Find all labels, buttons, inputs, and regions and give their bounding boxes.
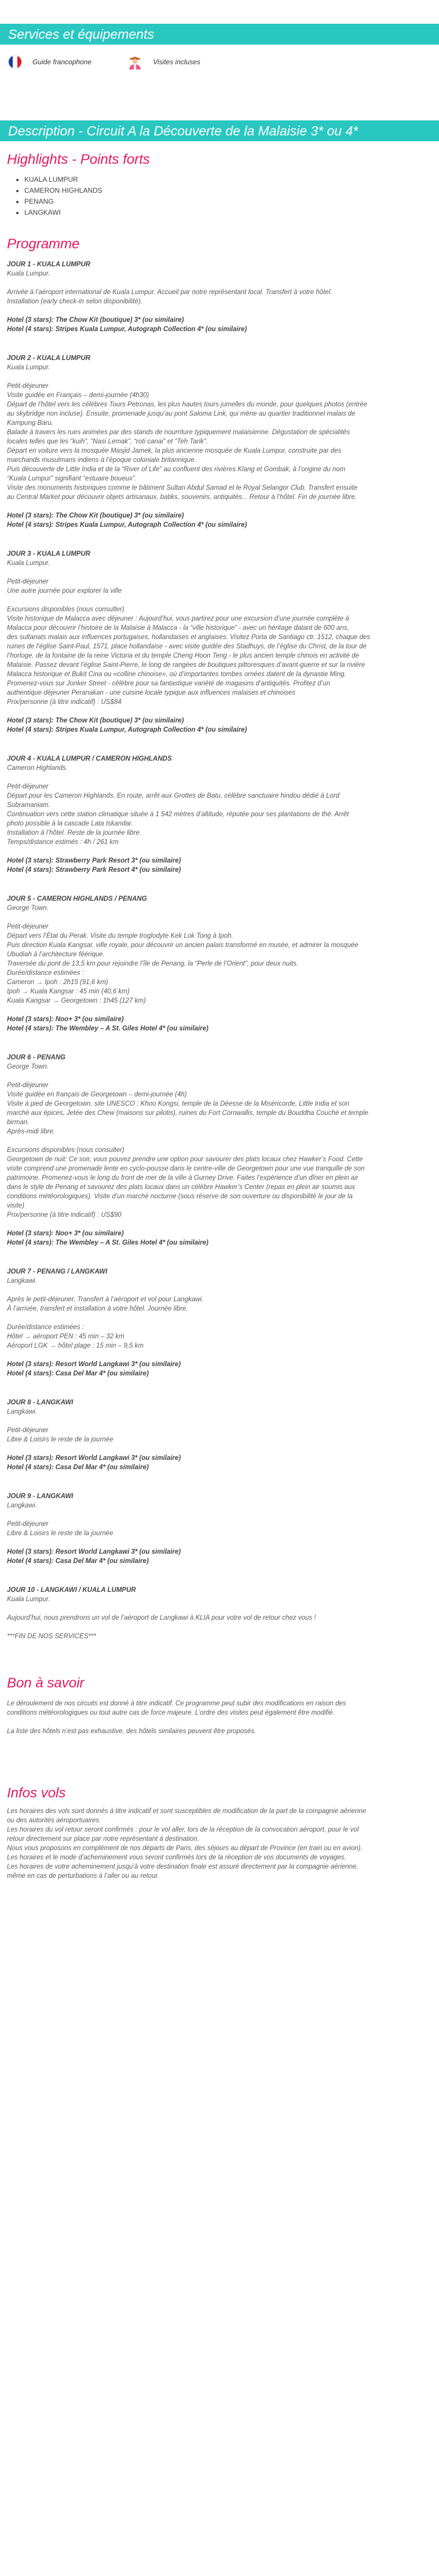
day-text-line [7, 502, 425, 511]
day-text-line [7, 847, 425, 856]
infos-vols-line: Les horaires et le mode d’acheminement vous seront confirmés lors de la réception de vos documents de voyages. [7, 1854, 346, 1861]
day-text-line: Cameron Highlands. [7, 765, 68, 772]
hotel-line: Hotel (3 stars): Noo+ 3* (ou similaire) [7, 1016, 124, 1023]
hotel-line: Hotel (4 stars): Strawberry Park Resort 4* (ou similaire) [7, 867, 181, 874]
day-text-line: ruines de l’église Saint-Paul, 1571, place hollandaise - avec visite guidée des Stadhuys, de l’église du Christ, de la tour de [7, 643, 367, 650]
day-text-line: visite) [7, 1202, 25, 1209]
day-text-line: Visite à pied de Georgetown, site UNESCO : Khoo Kongsi, temple de la Déesse de la Miséricorde, Little India et son [7, 1100, 350, 1107]
infos-vols-line: retour directement sur place par notre représentant à destination. [7, 1836, 199, 1843]
day-text-line: Départ de l’hôtel vers les célèbres Tours Petronas, les plus hautes tours jumelles du monde, pour quelques photos (entrée [7, 401, 368, 408]
service-label: Guide francophone [32, 58, 92, 66]
day-text-line: Petit-déjeuner [7, 383, 49, 390]
day-text-line: marchands musulmans indiens à l’époque coloniale britannique. [7, 457, 196, 464]
day-title: JOUR 6 - PENANG [7, 1054, 65, 1061]
day-text-line: marché aux épices, Jetée des Chew (maisons sur pilotis), ruines du Fort Cornwallis, temple du Bouddha Couché et temple [7, 1110, 368, 1117]
day-text-line: Visite historique de Malacca avec déjeuner : Aujourd’hui, vous partirez pour une excursion d’une journée complète à [7, 615, 349, 622]
day-text-line: Départ pour les Cameron Highlands. En route, arrêt aux Grottes de Batu, célèbre sanctuaire hindou dédié à Lord [7, 792, 340, 799]
day-text-line [7, 372, 425, 381]
hotel-line: Hotel (3 stars): The Chow Kit (boutique) 3* (ou similaire) [7, 317, 184, 324]
day-title: JOUR 10 - LANGKAWI / KUALA LUMPUR [7, 1587, 136, 1594]
hotel-line: Hotel (4 stars): The Wembley – A St. Giles Hotel 4* (ou similaire) [7, 1025, 208, 1032]
bon-a-savoir-text [7, 1699, 425, 1736]
day-text-line [7, 913, 425, 922]
description-header: Description - Circuit A la Découverte de la Malaisie 3* ou 4* [0, 120, 439, 141]
hotel-line: Hotel (4 stars): Stripes Kuala Lumpur, Autograph Collection 4* (ou similaire) [7, 522, 247, 529]
day-text-line: des sultanats malais aux influences portugaises, hollandaises et anglaises. Visitez Porta de Santiago ctr. 1512, chaque des [7, 634, 371, 641]
day-text-line [7, 773, 425, 782]
highlights-title: Highlights - Points forts [7, 152, 150, 167]
day-text-line [7, 306, 425, 315]
programme-day [7, 354, 425, 530]
programme-day [7, 1492, 425, 1566]
day-title: JOUR 4 - KUALA LUMPUR / CAMERON HIGHLANDS [7, 755, 172, 762]
day-text-line: Aéroport LGK → hôtel plage : 15 min – 9,5 km [7, 1342, 144, 1349]
bon-a-savoir-line: La liste des hôtels n’est pas exhaustive, des hôtels similaires peuvent être proposés. [7, 1728, 257, 1735]
service-item-visits [126, 54, 200, 70]
day-text-line: Malacca pour découvrir l’histoire de la Malaisie à Malacca - la “ville historique” - avec un héritage datant de 600 ans, [7, 625, 349, 632]
main-content [0, 151, 439, 1881]
bon-a-savoir-line: Le déroulement de nos circuits est donné à titre indicatif. Ce programme peut subir des modifications en raison des [7, 1700, 346, 1707]
hotel-line: Hotel (4 stars): The Wembley – A St. Giles Hotel 4* (ou similaire) [7, 1239, 208, 1246]
services-header: Services et équipements [0, 24, 439, 45]
day-text-line: Georgetown de nuit: Ce soir, vous pouvez prendre une option pour savourer des plats locaux chez Hawker’s Food. Cette [7, 1156, 363, 1163]
day-text-line [7, 1313, 425, 1323]
day-text-line: au Central Market pour découvrir objets artisanaux, batiks, souvenirs, antiquités... Retour à l’hôtel. Fin de journée libre. [7, 494, 357, 501]
day-text-line: Puis direction Kuala Kangsar, ville royale, pour découvrir un ancien palais transformé en musée, et admirer la mosquée [7, 942, 358, 949]
day-title: JOUR 1 - KUALA LUMPUR [7, 261, 90, 268]
programme-days [7, 260, 425, 1641]
hotel-line: Hotel (3 stars): Strawberry Park Resort 3* (ou similaire) [7, 857, 181, 864]
hotel-line: Hotel (4 stars): Stripes Kuala Lumpur, Autograph Collection 4* (ou similaire) [7, 326, 247, 333]
day-text-line [7, 1351, 425, 1360]
day-text-line: Aujourd’hui, nous prendrons un vol de l’aéroport de Langkawi à KLIA pour votre vol de retour chez vous ! [7, 1614, 316, 1621]
infos-vols-line: ou des autorités aéroportuaires. [7, 1817, 101, 1824]
day-text-line: Malacca historique et Bukit Cina ou «colline chinoise», où d’importantes tombes ornées datent de la dynastie Ming. [7, 671, 346, 678]
day-text-line: Kuala Lumpur. [7, 560, 50, 567]
infos-vols-text [7, 1807, 425, 1881]
day-text-line [7, 1623, 425, 1632]
day-text-line: Malaisie. Passez devant l’église Saint-Pierre, le long de rangées de boutiques pittoresques d’avant-guerre et sur la rivière [7, 662, 365, 669]
bon-a-savoir-title: Bon à savoir [7, 1675, 85, 1691]
bon-a-savoir-line: conditions météorologiques ou tout autre cas de force majeure. L’ordre des visites peut également être modifié. [7, 1709, 335, 1716]
programme-title: Programme [7, 236, 80, 252]
day-text-line: locales telles que les “kuih”, “Nasi Lemak”, “roti canai” et “Teh Tarik”. [7, 438, 208, 445]
day-text-line: Promenez-vous sur Jonker Street - célèbre pour sa fantastique variété de magasins d’antiquités. Profitez d’un [7, 680, 331, 687]
day-title: JOUR 3 - KUALA LUMPUR [7, 551, 90, 557]
day-text-line: Excursions disponibles (nous consulter) [7, 1147, 125, 1154]
day-text-line: Après-midi libre. [7, 1128, 56, 1135]
day-text-line: Après le petit-déjeuner, Transfert à l’aéroport et vol pour Langkawi. [7, 1296, 204, 1303]
day-title: JOUR 5 - CAMERON HIGHLANDS / PENANG [7, 896, 147, 902]
highlight-item: • KUALA LUMPUR [24, 174, 425, 185]
day-text-line: Arrivée à l’aéroport international de Kuala Lumpur. Accueil par notre représentant local. Transfert à votre hôtel. [7, 289, 332, 296]
day-text-line: Langkawi. [7, 1502, 37, 1509]
highlight-item: • CAMERON HIGHLANDS [24, 185, 425, 196]
hotel-line: Hotel (4 stars): Casa Del Mar 4* (ou similaire) [7, 1464, 149, 1471]
day-text-line: visite comprend une promenade lente en cyclo-pousse dans le centre-ville de Georgetown pour une vue tranquille de son [7, 1165, 365, 1172]
day-text-line: George Town. [7, 1063, 49, 1070]
programme-day [7, 1398, 425, 1472]
day-text-line: Petit-déjeuner [7, 578, 49, 585]
programme-day [7, 549, 425, 735]
programme-day [7, 894, 425, 1033]
day-text-line: authentique déjeuner Peranakan - une cuisine locale typique aux influences malaises et chinoises [7, 689, 296, 696]
day-text-line: Kampung Baru. [7, 420, 53, 427]
spacer [7, 1718, 425, 1727]
hotel-line: Hotel (3 stars): Resort World Langkawi 3* (ou similaire) [7, 1548, 181, 1555]
day-text-line: Continuation vers cette station climatique située à 1 542 mètres d’altitude, réputée pour ses plantations de thé. Arrêt [7, 811, 349, 818]
day-text-line [7, 1220, 425, 1229]
services-row [0, 45, 439, 79]
day-text-line: Kuala Lumpur. [7, 1596, 50, 1603]
day-text-line [7, 1417, 425, 1426]
france-flag-icon [8, 55, 22, 69]
day-text-line: ***FIN DE NOS SERVICES*** [7, 1633, 96, 1640]
day-text-line: Traversée du pont de 13,5 km pour rejoindre l’île de Penang, la “Perle de l’Orient”, pour deux nuits. [7, 960, 298, 967]
day-text-line: Temps/distance estimés : 4h / 261 km [7, 839, 119, 846]
hotel-line: Hotel (4 stars): Stripes Kuala Lumpur, Autograph Collection 4* (ou similaire) [7, 726, 247, 733]
day-text-line: George Town. [7, 905, 49, 912]
day-text-line: dans le style de Penang et savourez des plats locaux dans un célèbre Hawker’s Center (repas en plein air soumis aux [7, 1184, 356, 1191]
day-text-line [7, 1136, 425, 1146]
day-text-line: Subramaniam. [7, 802, 50, 809]
hotel-line: Hotel (4 stars): Casa Del Mar 4* (ou similaire) [7, 1558, 149, 1565]
day-text-line [7, 278, 425, 288]
hotel-line: Hotel (4 stars): Casa Del Mar 4* (ou similaire) [7, 1370, 149, 1377]
hotel-line: Hotel (3 stars): Resort World Langkawi 3* (ou similaire) [7, 1455, 181, 1462]
day-text-line: Visite des monuments historiques comme le bâtiment Sultan Abdul Samad et le Royal Selangor Club. Transfert ensuite [7, 485, 358, 491]
day-title: JOUR 8 - LANGKAWI [7, 1399, 74, 1406]
day-text-line: Prix/personne (à titre indicatif) : US$84 [7, 699, 122, 706]
highlights-list [7, 174, 425, 218]
highlight-item: • PENANG [24, 196, 425, 207]
day-text-line [7, 1006, 425, 1015]
day-text-line: Une autre journée pour explorer la ville [7, 588, 122, 595]
day-text-line [7, 596, 425, 605]
day-text-line: Hôtel → aéroport PEN : 45 min – 32 km [7, 1333, 125, 1340]
day-text-line [7, 568, 425, 577]
day-text-line [7, 1072, 425, 1081]
infos-vols-title: Infos vols [7, 1785, 66, 1801]
day-text-line: conditions météorologiques). Visite d’un marché nocturne (sous réserve de son ouverture ou disponibilité le jour de la [7, 1193, 353, 1200]
day-text-line: Ubudiah à l’architecture féérique. [7, 951, 105, 958]
day-title: JOUR 2 - KUALA LUMPUR [7, 355, 90, 362]
service-label: Visites incluses [153, 58, 200, 66]
programme-day [7, 260, 425, 334]
infos-vols-line: Nous vous proposons en complément de nos départs de Paris, des séjours au départ de Province (en train ou en avion). [7, 1845, 363, 1852]
day-text-line: Kuala Lumpur. [7, 270, 50, 277]
day-text-line: photo possible à la cascade Lata Iskandar. [7, 820, 133, 827]
day-text-line: Langkawi. [7, 1278, 37, 1285]
day-text-line: Langkawi. [7, 1408, 37, 1415]
day-text-line: Cameron → Ipoh : 2h15 (91,6 km) [7, 979, 108, 986]
day-title: JOUR 7 - PENANG / LANGKAWI [7, 1268, 108, 1275]
infos-vols-line: Les horaires du vol retour seront confirmés : pour le vol aller, lors de la réception de la convocation aéroport, pour le vol [7, 1826, 359, 1833]
programme-day [7, 754, 425, 875]
day-text-line: Départ en voiture vers la mosquée Masjid Jamek, la plus ancienne mosquée de Kuala Lumpur, construite par des [7, 447, 342, 454]
hotel-line: Hotel (3 stars): Resort World Langkawi 3* (ou similaire) [7, 1361, 181, 1368]
day-text-line: l’horloge, de la fontaine de la reine Victoria et du temple Cheng Hoon Teng - le plus ancien temple chinois en activité de [7, 652, 359, 659]
day-text-line: Petit-déjeuner [7, 1521, 49, 1528]
hotel-line: Hotel (3 stars): Noo+ 3* (ou similaire) [7, 1230, 124, 1237]
hotel-line: Hotel (3 stars): The Chow Kit (boutique) 3* (ou similaire) [7, 512, 184, 519]
day-text-line: Visite guidée en Français – demi-journée (4h30) [7, 392, 149, 399]
day-text-line: au skybridge non incluse). Ensuite, promenade jusqu’au pont Saloma Link, qui mène au quartier traditionnel malais de [7, 410, 356, 417]
infos-vols-line: même en cas de perturbations à l’aller ou au retour. [7, 1873, 159, 1880]
infos-vols-line: Les horaires de votre acheminement jusqu’à votre destination finale est assuré directement par la compagnie aérienne, [7, 1863, 358, 1870]
day-text-line: Petit-déjeuner [7, 783, 49, 790]
day-text-line: Balade à travers les rues animées par des stands de nourriture typiquement malaisienne. Dégustation de spécialités [7, 429, 350, 436]
day-text-line: Kuala Kangsar → Georgetown : 1h45 (127 km) [7, 997, 146, 1004]
infos-vols-line: Les horaires des vols sont donnés à titre indicatif et sont susceptibles de modification de la part de la compagnie aérienne [7, 1808, 367, 1815]
day-text-line: Durée/distance estimées : [7, 970, 84, 977]
programme-day [7, 1267, 425, 1378]
day-text-line: Puis découverte de Little India et de la “River of Life” au confluent des rivières Klang et Gombak, à l’origine du nom [7, 466, 346, 473]
day-text-line: birman. [7, 1119, 30, 1126]
day-text-line: Départ vers l’État du Perak. Visite du temple troglodyte Kek Lok Tong à Ipoh. [7, 933, 233, 940]
programme-day [7, 1586, 425, 1641]
highlight-item: • LANGKAWI [24, 207, 425, 218]
day-text-line: Petit-déjeuner [7, 1082, 49, 1089]
day-text-line: À l’arrivée, transfert et installation à votre hôtel. Journée libre. [7, 1305, 188, 1312]
day-text-line: Petit-déjeuner [7, 923, 49, 930]
hotel-line: Hotel (3 stars): The Chow Kit (boutique) 3* (ou similaire) [7, 717, 184, 724]
day-text-line: Petit-déjeuner [7, 1427, 49, 1434]
day-text-line: Installation à l’hôtel. Reste de la journée libre. [7, 830, 142, 836]
day-text-line [7, 1604, 425, 1613]
day-text-line [7, 1510, 425, 1520]
day-text-line: Durée/distance estimées : [7, 1324, 84, 1331]
day-title: JOUR 9 - LANGKAWI [7, 1493, 74, 1500]
day-text-line: patrimoine. Promenez-vous le long du front de mer de la ville à Gurney Drive. Faites l’expérience d’un dîner en plein air [7, 1175, 358, 1181]
day-text-line [7, 1444, 425, 1454]
day-text-line [7, 707, 425, 716]
day-text-line: Libre & Loisirs le reste de la journée [7, 1436, 114, 1443]
service-item-guide [8, 55, 92, 69]
day-text-line: Kuala Lumpur. [7, 364, 50, 371]
day-text-line: Ipoh → Kuala Kangsar : 45 min (40,6 km) [7, 988, 130, 995]
programme-day [7, 1053, 425, 1247]
day-text-line [7, 1286, 425, 1295]
day-text-line [7, 1538, 425, 1547]
day-text-line: Visite guidée en français de Georgetown – demi-journée (4h) [7, 1091, 187, 1098]
day-text-line: Installation (early check-in selon disponibilité). [7, 298, 142, 305]
day-text-line: Prix/personne (à titre indicatif) : US$90 [7, 1212, 122, 1219]
day-text-line: “Kuala Lumpur” signifiant “estuaire boueux”. [7, 475, 137, 482]
day-text-line: Excursions disponibles (nous consulter) [7, 606, 125, 613]
guide-person-icon [126, 54, 144, 70]
day-text-line: Libre & Loisirs le reste de la journée [7, 1530, 114, 1537]
